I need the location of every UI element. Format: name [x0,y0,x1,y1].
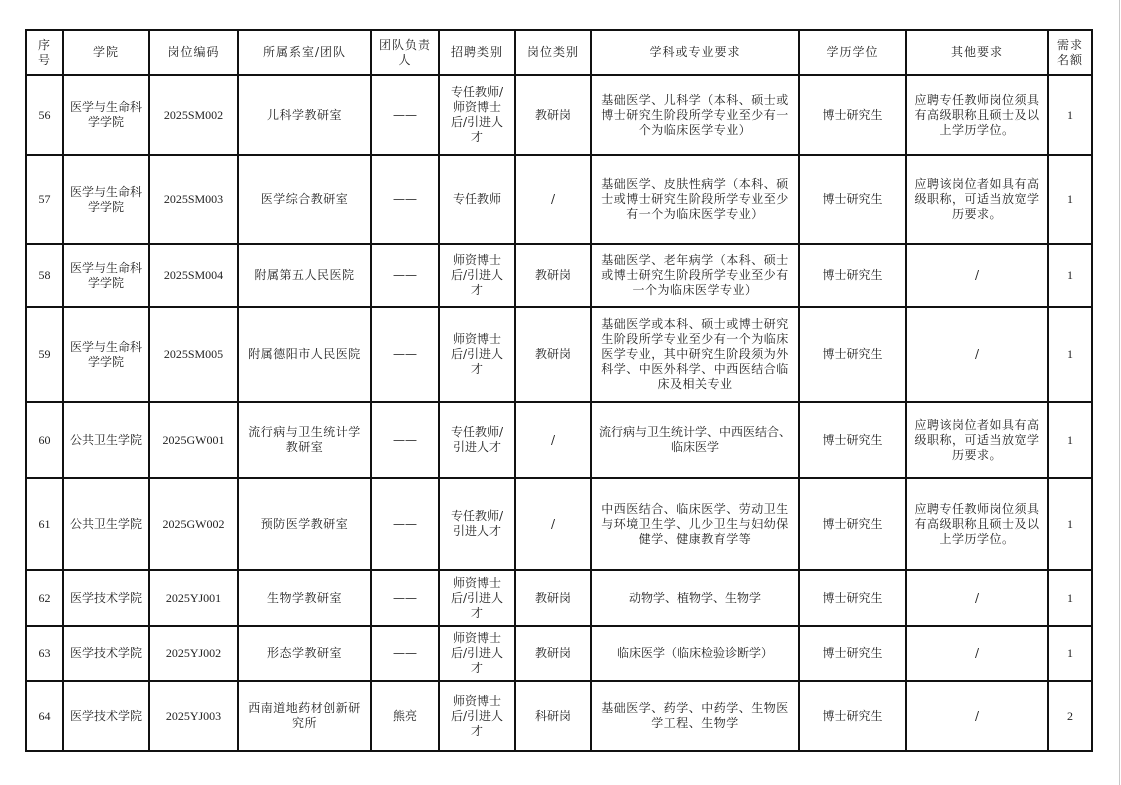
cell-dept: 预防医学教研室 [238,478,371,570]
cell-recruit-type: 专任教师/引进人才 [439,478,515,570]
cell-degree: 博士研究生 [799,626,906,681]
cell-post-type: 教研岗 [515,75,591,155]
cell-college: 医学与生命科学学院 [63,244,149,307]
header-cell-degree: 学历学位 [799,30,906,75]
cell-leader: —— [371,307,439,402]
cell-code: 2025YJ003 [149,681,238,751]
cell-dept: 附属德阳市人民医院 [238,307,371,402]
cell-post-type: 科研岗 [515,681,591,751]
cell-no: 56 [26,75,63,155]
cell-quota: 1 [1048,307,1092,402]
cell-post-type: 教研岗 [515,570,591,626]
cell-dept: 生物学教研室 [238,570,371,626]
cell-degree: 博士研究生 [799,307,906,402]
table-row [26,75,1092,155]
cell-major: 基础医学、儿科学（本科、硕士或博士研究生阶段所学专业至少有一个为临床医学专业） [591,75,799,155]
header-cell-major: 学科或专业要求 [591,30,799,75]
cell-college: 公共卫生学院 [63,478,149,570]
cell-quota: 1 [1048,244,1092,307]
cell-recruit-type: 师资博士后/引进人才 [439,681,515,751]
cell-other: / [906,307,1048,402]
header-cell-leader: 团队负责人 [371,30,439,75]
cell-recruit-type: 专任教师/引进人才 [439,402,515,478]
cell-college: 医学与生命科学学院 [63,307,149,402]
table-row [26,307,1092,402]
cell-recruit-type: 师资博士后/引进人才 [439,244,515,307]
cell-degree: 博士研究生 [799,681,906,751]
cell-degree: 博士研究生 [799,478,906,570]
cell-recruit-type: 师资博士后/引进人才 [439,626,515,681]
cell-college: 医学与生命科学学院 [63,155,149,244]
cell-no: 63 [26,626,63,681]
cell-college: 医学技术学院 [63,570,149,626]
cell-college: 医学与生命科学学院 [63,75,149,155]
header-cell-quota: 需求名额 [1048,30,1092,75]
cell-major: 基础医学、老年病学（本科、硕士或博士研究生阶段所学专业至少有一个为临床医学专业） [591,244,799,307]
cell-major: 基础医学、药学、中药学、生物医学工程、生物学 [591,681,799,751]
cell-other: 应聘该岗位者如具有高级职称，可适当放宽学历要求。 [906,155,1048,244]
cell-dept: 西南道地药材创新研究所 [238,681,371,751]
cell-degree: 博士研究生 [799,570,906,626]
cell-code: 2025GW002 [149,478,238,570]
cell-degree: 博士研究生 [799,75,906,155]
cell-post-type: 教研岗 [515,626,591,681]
cell-major: 中西医结合、临床医学、劳动卫生与环境卫生学、儿少卫生与妇幼保健学、健康教育学等 [591,478,799,570]
cell-recruit-type: 专任教师 [439,155,515,244]
cell-code: 2025SM003 [149,155,238,244]
cell-no: 57 [26,155,63,244]
header-cell-no: 序号 [26,30,63,75]
cell-dept: 医学综合教研室 [238,155,371,244]
cell-leader: —— [371,155,439,244]
cell-leader: —— [371,478,439,570]
cell-degree: 博士研究生 [799,155,906,244]
table-row [26,570,1092,626]
cell-dept: 附属第五人民医院 [238,244,371,307]
cell-post-type: 教研岗 [515,307,591,402]
cell-no: 60 [26,402,63,478]
header-cell-college: 学院 [63,30,149,75]
cell-leader: 熊亮 [371,681,439,751]
cell-code: 2025YJ002 [149,626,238,681]
cell-leader: —— [371,626,439,681]
cell-dept: 流行病与卫生统计学教研室 [238,402,371,478]
cell-other: / [906,681,1048,751]
table-row [26,402,1092,478]
cell-code: 2025SM002 [149,75,238,155]
cell-quota: 1 [1048,402,1092,478]
cell-dept: 儿科学教研室 [238,75,371,155]
cell-college: 公共卫生学院 [63,402,149,478]
header-cell-recruit-type: 招聘类别 [439,30,515,75]
cell-major: 流行病与卫生统计学、中西医结合、临床医学 [591,402,799,478]
page-edge-rule [1119,0,1120,785]
table-row [26,681,1092,751]
table-row [26,155,1092,244]
cell-no: 61 [26,478,63,570]
cell-other: 应聘专任教师岗位须具有高级职称且硕士及以上学历学位。 [906,478,1048,570]
cell-major: 基础医学、皮肤性病学（本科、硕士或博士研究生阶段所学专业至少有一个为临床医学专业） [591,155,799,244]
cell-no: 59 [26,307,63,402]
table-header-row [26,30,1092,75]
cell-recruit-type: 师资博士后/引进人才 [439,570,515,626]
cell-post-type: / [515,478,591,570]
cell-major: 基础医学或本科、硕士或博士研究生阶段所学专业至少有一个为临床医学专业，其中研究生阶段须为外科学、中医外科学、中西医结合临床及相关专业 [591,307,799,402]
cell-code: 2025SM005 [149,307,238,402]
cell-recruit-type: 师资博士后/引进人才 [439,307,515,402]
header-cell-other: 其他要求 [906,30,1048,75]
cell-post-type: / [515,155,591,244]
cell-degree: 博士研究生 [799,244,906,307]
cell-code: 2025YJ001 [149,570,238,626]
cell-no: 62 [26,570,63,626]
table-row [26,478,1092,570]
cell-post-type: / [515,402,591,478]
cell-major: 临床医学（临床检验诊断学） [591,626,799,681]
cell-leader: —— [371,244,439,307]
table-row [26,244,1092,307]
cell-other: / [906,570,1048,626]
cell-leader: —— [371,75,439,155]
cell-quota: 1 [1048,75,1092,155]
cell-quota: 1 [1048,155,1092,244]
recruitment-table [25,29,1093,752]
cell-recruit-type: 专任教师/师资博士后/引进人才 [439,75,515,155]
cell-dept: 形态学教研室 [238,626,371,681]
header-cell-post-type: 岗位类别 [515,30,591,75]
cell-code: 2025GW001 [149,402,238,478]
cell-no: 58 [26,244,63,307]
cell-quota: 1 [1048,626,1092,681]
cell-post-type: 教研岗 [515,244,591,307]
cell-major: 动物学、植物学、生物学 [591,570,799,626]
cell-leader: —— [371,570,439,626]
cell-code: 2025SM004 [149,244,238,307]
table-row [26,626,1092,681]
cell-other: / [906,244,1048,307]
cell-quota: 1 [1048,570,1092,626]
cell-other: / [906,626,1048,681]
header-cell-code: 岗位编码 [149,30,238,75]
cell-other: 应聘该岗位者如具有高级职称，可适当放宽学历要求。 [906,402,1048,478]
cell-no: 64 [26,681,63,751]
cell-other: 应聘专任教师岗位须具有高级职称且硕士及以上学历学位。 [906,75,1048,155]
cell-college: 医学技术学院 [63,681,149,751]
cell-college: 医学技术学院 [63,626,149,681]
cell-leader: —— [371,402,439,478]
cell-quota: 1 [1048,478,1092,570]
header-cell-dept: 所属系室/团队 [238,30,371,75]
cell-quota: 2 [1048,681,1092,751]
cell-degree: 博士研究生 [799,402,906,478]
